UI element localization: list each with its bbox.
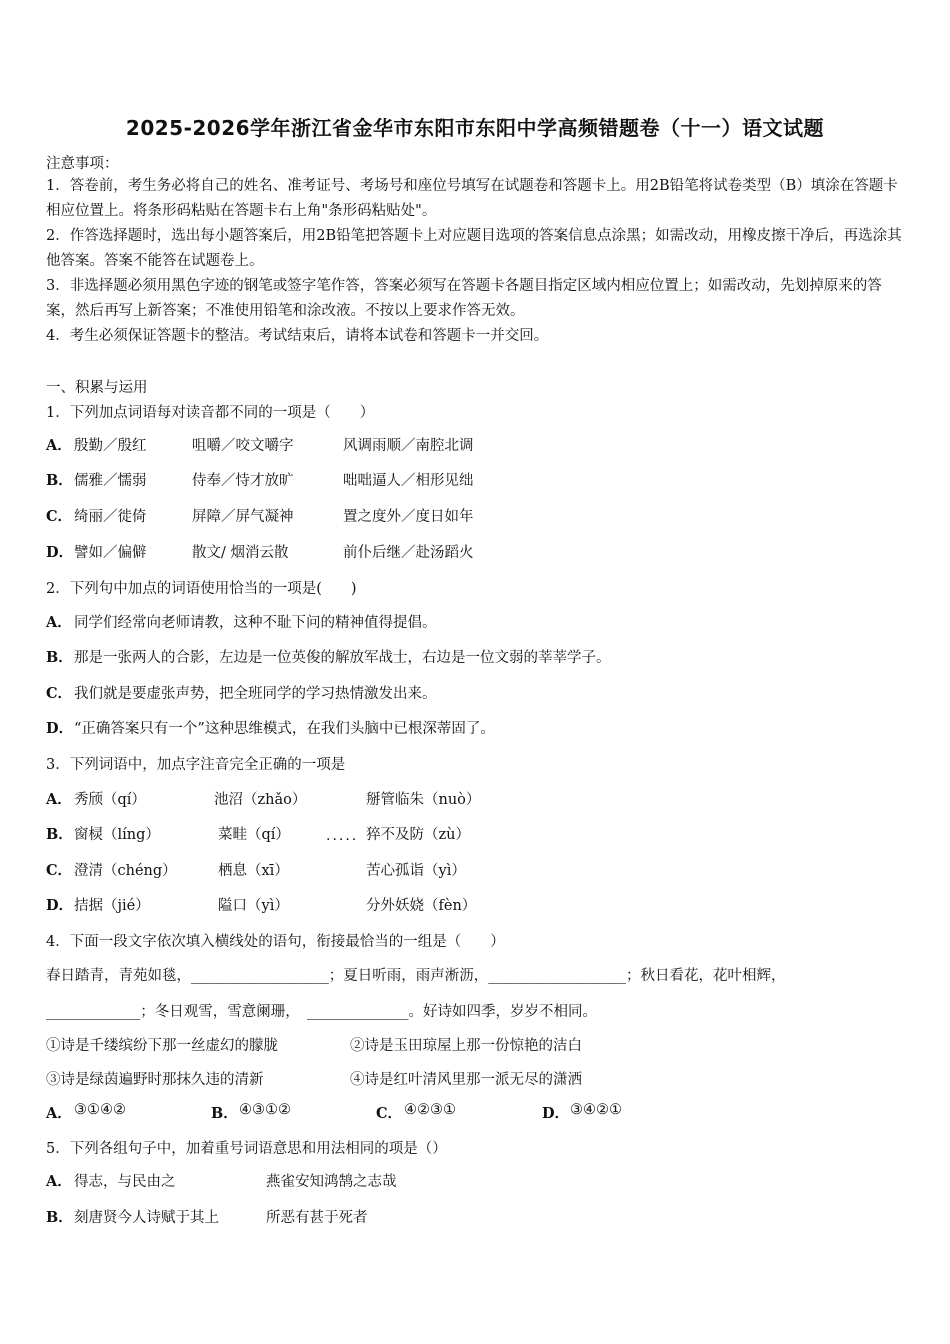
option-part: 儒雅／懦弱: [74, 473, 147, 489]
option-part: 刻唐贤今人诗赋于其上: [74, 1210, 219, 1226]
option-part: 殷勤／殷红: [74, 438, 147, 454]
option-text: ④②③①: [404, 1102, 456, 1118]
option-part: 猝不及防（zù）: [366, 827, 470, 843]
q2-stem: 2．下列句中加点的词语使用恰当的一项是( ): [46, 581, 357, 597]
option-label: A．: [46, 1105, 72, 1122]
notice-item-2: 2．作答选择题时，选出每小题答案后，用2B铅笔把答题卡上对应题目选项的答案信息点涂黑；如需改动，用橡皮擦干净后，再选涂其他答案。答案不能答在试题卷上。: [46, 228, 902, 269]
notice-item-4: 4．考生必须保证答题卡的整洁。考试结束后，请将本试卷和答题卡一并交回。: [46, 328, 549, 344]
option-part: 隘口（yì）: [218, 898, 289, 914]
option-label: A．: [46, 437, 72, 454]
option-part: 秀颀（qí）: [74, 792, 146, 808]
option-part: 前仆后继／赴汤蹈火: [343, 545, 474, 561]
option-text: 同学们经常向老师请教，这种不耻下问的精神值得提倡。: [74, 615, 437, 631]
option-part: 咄咄逼人／相形见绌: [343, 473, 474, 489]
option-text: ③①④②: [74, 1102, 126, 1118]
option-part: 澄清（chéng）: [74, 863, 177, 879]
choice-text: ③诗是绿茵遍野时那抹久违的清新: [46, 1072, 264, 1088]
option-part: 拮据（jié）: [74, 898, 150, 914]
choice-text: ④诗是红叶清风里那一派无尽的潇洒: [350, 1072, 582, 1088]
option-part: 燕雀安知鸿鹄之志哉: [266, 1174, 397, 1190]
section-heading: 一、积累与运用: [46, 380, 148, 396]
option-label: D．: [46, 544, 74, 561]
option-part: 掰管临朱（nuò）: [366, 792, 481, 808]
option-label: B．: [46, 472, 73, 489]
choice-text: ②诗是玉田琼屋上那一份惊艳的洁白: [350, 1038, 582, 1054]
option-part: 所恶有甚于死者: [266, 1210, 368, 1226]
option-text: 我们就是要虚张声势，把全班同学的学习热情激发出来。: [74, 686, 437, 702]
notice-item-3: 3．非选择题必须用黑色字迹的钢笔或签字笔作答，答案必须写在答题卡各题目指定区域内相应位置上；如需改动，先划掉原来的答案，然后再写上新答案；不准使用铅笔和涂改液。不按以上要求作答无效。: [46, 278, 882, 319]
option-label: C．: [46, 508, 73, 525]
q5-stem: 5．下列各组句子中，加着重号词语意思和用法相同的项是（）: [46, 1141, 447, 1157]
option-label: A．: [46, 614, 72, 631]
option-label: C．: [376, 1105, 403, 1122]
option-part: 屏障／屏气凝神: [192, 509, 294, 525]
option-text: ③④②①: [570, 1102, 622, 1118]
q1-stem: 1．下列加点词语每对读音都不同的一项是（ ）: [46, 405, 375, 421]
option-label: D．: [542, 1105, 570, 1122]
option-label: A．: [46, 791, 72, 808]
option-part: 置之度外／度日如年: [343, 509, 474, 525]
choice-text: ①诗是千缕缤纷下那一丝虚幻的朦胧: [46, 1038, 278, 1054]
option-part: 绮丽／徙倚: [74, 509, 147, 525]
q4-paragraph-line-2: _____________；冬日观雪，雪意阑珊， ______________。好诗如四季，岁岁不相同。: [46, 1004, 597, 1020]
option-label: A．: [46, 1173, 72, 1190]
q4-stem: 4．下面一段文字依次填入横线处的语句，衔接最恰当的一组是（ ）: [46, 934, 505, 950]
option-label: B．: [46, 1209, 73, 1226]
option-text: “正确答案只有一个”这种思维模式，在我们头脑中已根深蒂固了。: [74, 721, 495, 737]
notice-item-1: 1．答卷前，考生务必将自己的姓名、准考证号、考场号和座位号填写在试题卷和答题卡上。用2B铅笔将试卷类型（B）填涂在答题卡相应位置上。将条形码粘贴在答题卡右上角"条形码粘贴处"。: [46, 178, 898, 219]
option-part: 池沼（zhǎo）: [214, 792, 307, 808]
option-text: ④③①②: [239, 1102, 291, 1118]
notice-heading: 注意事项：: [46, 156, 119, 172]
option-label: C．: [46, 862, 73, 879]
q3-stem: 3．下列词语中，加点字注音完全正确的一项是: [46, 757, 346, 773]
option-part: 风调雨顺／南腔北调: [343, 438, 474, 454]
option-label: D．: [46, 897, 74, 914]
option-part: 窗棂（líng）: [74, 827, 160, 843]
option-part: 苦心孤诣（yì）: [366, 863, 466, 879]
option-label: C．: [46, 685, 73, 702]
option-text: 那是一张两人的合影，左边是一位英俊的解放军战士，右边是一位文弱的莘莘学子。: [74, 650, 611, 666]
q4-paragraph-line-1: 春日踏青，青苑如毯，___________________；夏日听雨，雨声淅沥，___________________；秋日看花，花叶相辉，: [46, 968, 786, 984]
option-label: D．: [46, 720, 74, 737]
option-label: B．: [46, 649, 73, 666]
option-label: B．: [211, 1105, 238, 1122]
option-label: B．: [46, 826, 73, 843]
option-part: 菜畦（qí）: [218, 827, 290, 843]
emphasis-dots: .....: [326, 828, 359, 844]
option-part: 咀嚼／咬文嚼字: [192, 438, 294, 454]
option-part: 分外妖娆（fèn）: [366, 898, 477, 914]
option-part: 侍奉／恃才放旷: [192, 473, 294, 489]
option-part: 栖息（xī）: [218, 863, 289, 879]
option-part: 譬如／偏僻: [74, 545, 147, 561]
option-part: 得志，与民由之: [74, 1174, 176, 1190]
option-part: 散文/ 烟消云散: [192, 545, 289, 561]
page-title: 2025-2026学年浙江省金华市东阳市东阳中学高频错题卷（十一）语文试题: [125, 116, 825, 140]
